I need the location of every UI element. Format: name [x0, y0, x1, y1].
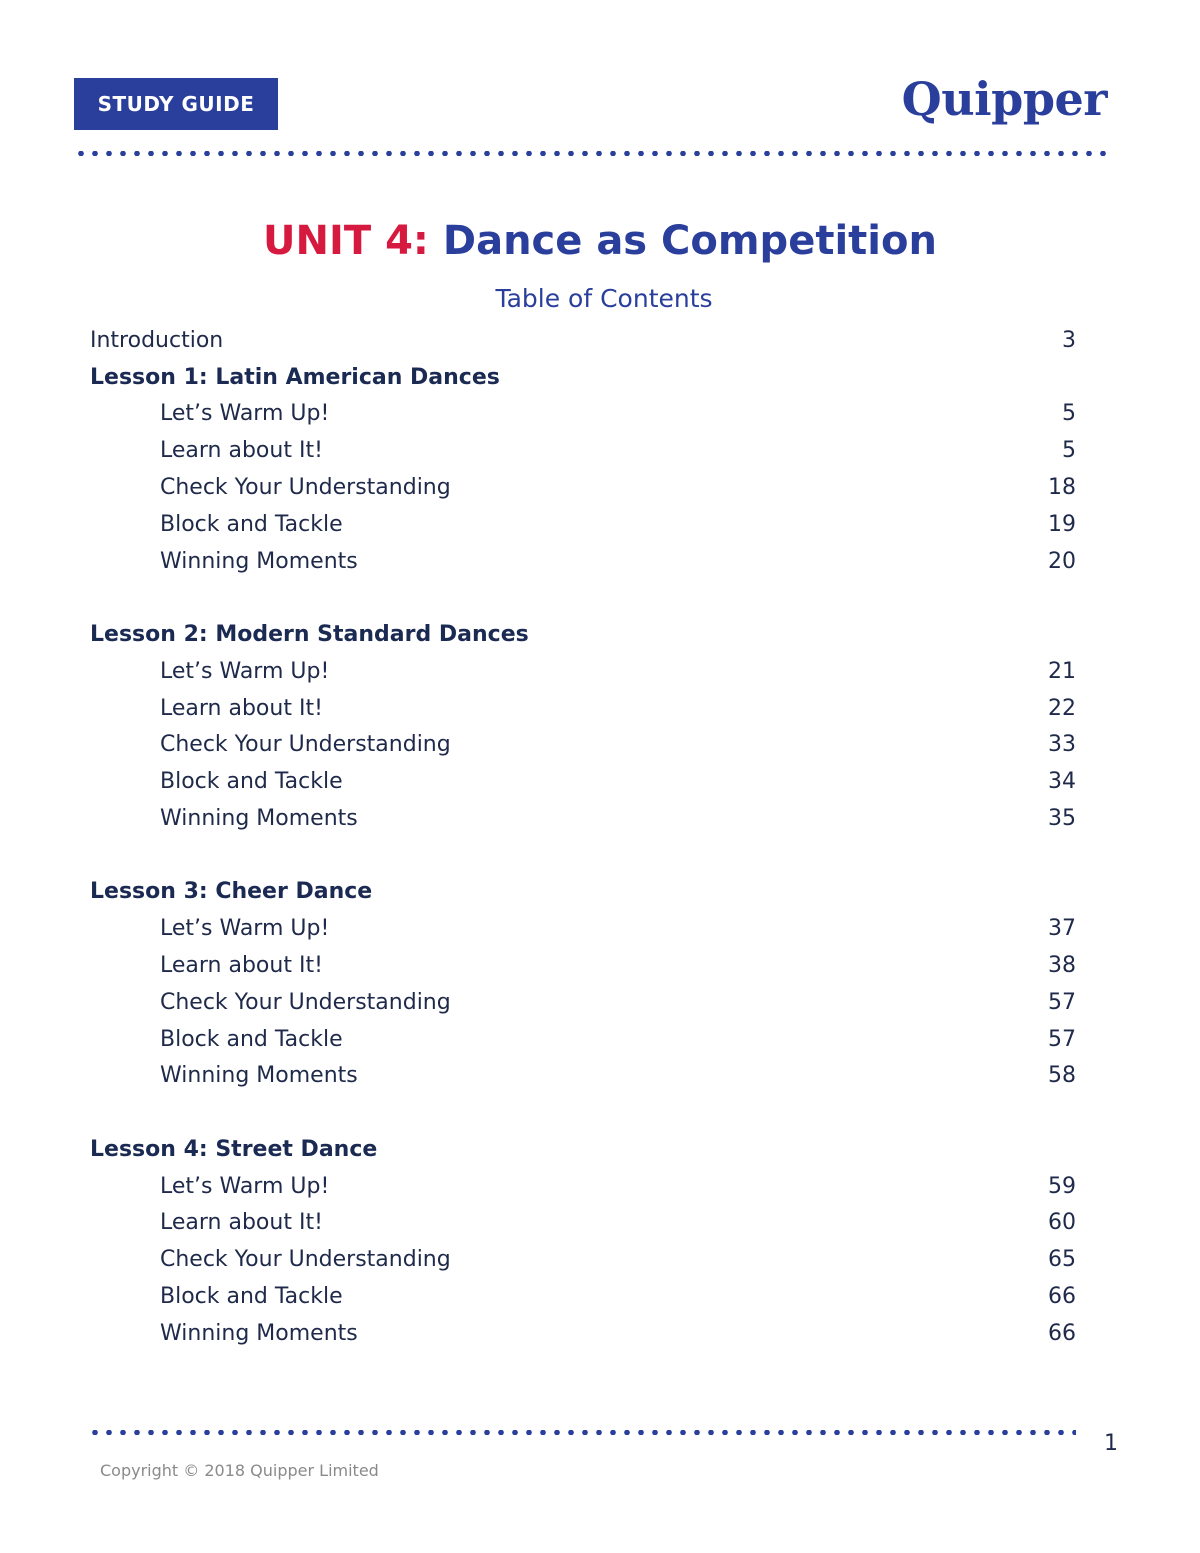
toc-page: 60 [1048, 1210, 1076, 1236]
toc-label: Winning Moments [160, 548, 358, 574]
lesson-heading[interactable] [90, 1131, 1076, 1168]
toc-label: Block and Tackle [160, 511, 343, 537]
toc-label: Learn about It! [160, 1210, 323, 1236]
toc-page: 34 [1048, 769, 1076, 795]
toc-page: 22 [1048, 695, 1076, 721]
toc-page: 66 [1048, 1284, 1076, 1309]
page-number: 1 [1104, 1431, 1118, 1456]
lesson-title: Lesson 2: Modern Standard Dances [90, 622, 529, 648]
lesson-title: Lesson 1: Latin American Dances [90, 364, 500, 390]
toc-label: Check Your Understanding [160, 475, 451, 501]
toc-label: Check Your Understanding [160, 732, 451, 758]
toc-row[interactable] [90, 1205, 1076, 1242]
spacer [90, 837, 1076, 874]
lesson-heading[interactable] [90, 616, 1076, 653]
lesson-heading[interactable] [90, 359, 1076, 396]
toc-label: Let’s Warm Up! [160, 916, 330, 942]
header-divider [74, 151, 1110, 156]
toc-page: 37 [1048, 916, 1076, 942]
toc-label: Let’s Warm Up! [160, 1173, 330, 1199]
toc-row[interactable] [90, 1058, 1076, 1095]
toc-page: 20 [1048, 548, 1076, 574]
toc-label: Check Your Understanding [160, 989, 451, 1015]
toc-page: 58 [1048, 1063, 1076, 1089]
toc-row-introduction[interactable] [90, 322, 1076, 359]
toc-row[interactable] [90, 1278, 1076, 1315]
toc-label: Let’s Warm Up! [160, 658, 330, 684]
toc-row[interactable] [90, 763, 1076, 800]
toc-row[interactable] [90, 947, 1076, 984]
unit-name: Dance as Competition [442, 218, 937, 264]
copyright-notice: Copyright © 2018 Quipper Limited [100, 1461, 379, 1480]
toc-label: Winning Moments [160, 806, 358, 832]
toc-row[interactable] [90, 432, 1076, 469]
toc-label: Winning Moments [160, 1063, 358, 1089]
toc-page: 18 [1048, 475, 1076, 501]
toc-page: 5 [1062, 401, 1076, 427]
toc-row[interactable] [90, 506, 1076, 543]
unit-number: UNIT 4: [263, 218, 429, 264]
toc-row[interactable] [90, 1241, 1076, 1278]
toc-row[interactable] [90, 984, 1076, 1021]
toc-page: 57 [1048, 989, 1076, 1015]
lesson-title: Lesson 3: Cheer Dance [90, 879, 373, 905]
toc-page: 38 [1048, 953, 1076, 979]
toc-label: Introduction [90, 327, 224, 353]
toc-label: Block and Tackle [160, 769, 343, 795]
footer-divider [88, 1430, 1076, 1435]
toc-row[interactable] [90, 727, 1076, 764]
toc-label: Learn about It! [160, 695, 323, 721]
toc-row[interactable] [90, 653, 1076, 690]
toc-row[interactable] [90, 800, 1076, 837]
toc-page: 59 [1048, 1173, 1076, 1199]
quipper-logo: Quipper [901, 72, 1107, 126]
lesson-title: Lesson 4: Street Dance [90, 1136, 378, 1162]
toc-page: 5 [1062, 438, 1076, 464]
toc-row[interactable] [90, 396, 1076, 433]
toc-heading: Table of Contents [495, 284, 713, 313]
toc-row[interactable] [90, 1021, 1076, 1058]
toc-label: Winning Moments [160, 1320, 358, 1346]
toc-label: Learn about It! [160, 438, 323, 464]
toc-label: Block and Tackle [160, 1284, 343, 1309]
lesson-heading[interactable] [90, 874, 1076, 911]
toc-row[interactable] [90, 1168, 1076, 1205]
toc-row[interactable] [90, 690, 1076, 727]
toc-label: Let’s Warm Up! [160, 401, 330, 427]
toc-page: 57 [1048, 1026, 1076, 1052]
spacer [90, 580, 1076, 617]
toc-row[interactable] [90, 543, 1076, 580]
toc-row[interactable] [90, 1315, 1076, 1352]
toc-label: Check Your Understanding [160, 1247, 451, 1273]
toc-label: Learn about It! [160, 953, 323, 979]
toc-page: 66 [1048, 1320, 1076, 1346]
toc-page: 35 [1048, 806, 1076, 832]
toc-page: 3 [1062, 327, 1076, 353]
toc-row[interactable] [90, 910, 1076, 947]
toc-page: 33 [1048, 732, 1076, 758]
toc-page: 19 [1048, 511, 1076, 537]
table-of-contents [90, 322, 1076, 1352]
toc-page: 21 [1048, 658, 1076, 684]
toc-label: Block and Tackle [160, 1026, 343, 1052]
study-guide-badge: STUDY GUIDE [74, 78, 278, 130]
unit-title [0, 218, 1200, 264]
toc-row[interactable] [90, 469, 1076, 506]
spacer [90, 1094, 1076, 1131]
toc-page: 65 [1048, 1247, 1076, 1273]
